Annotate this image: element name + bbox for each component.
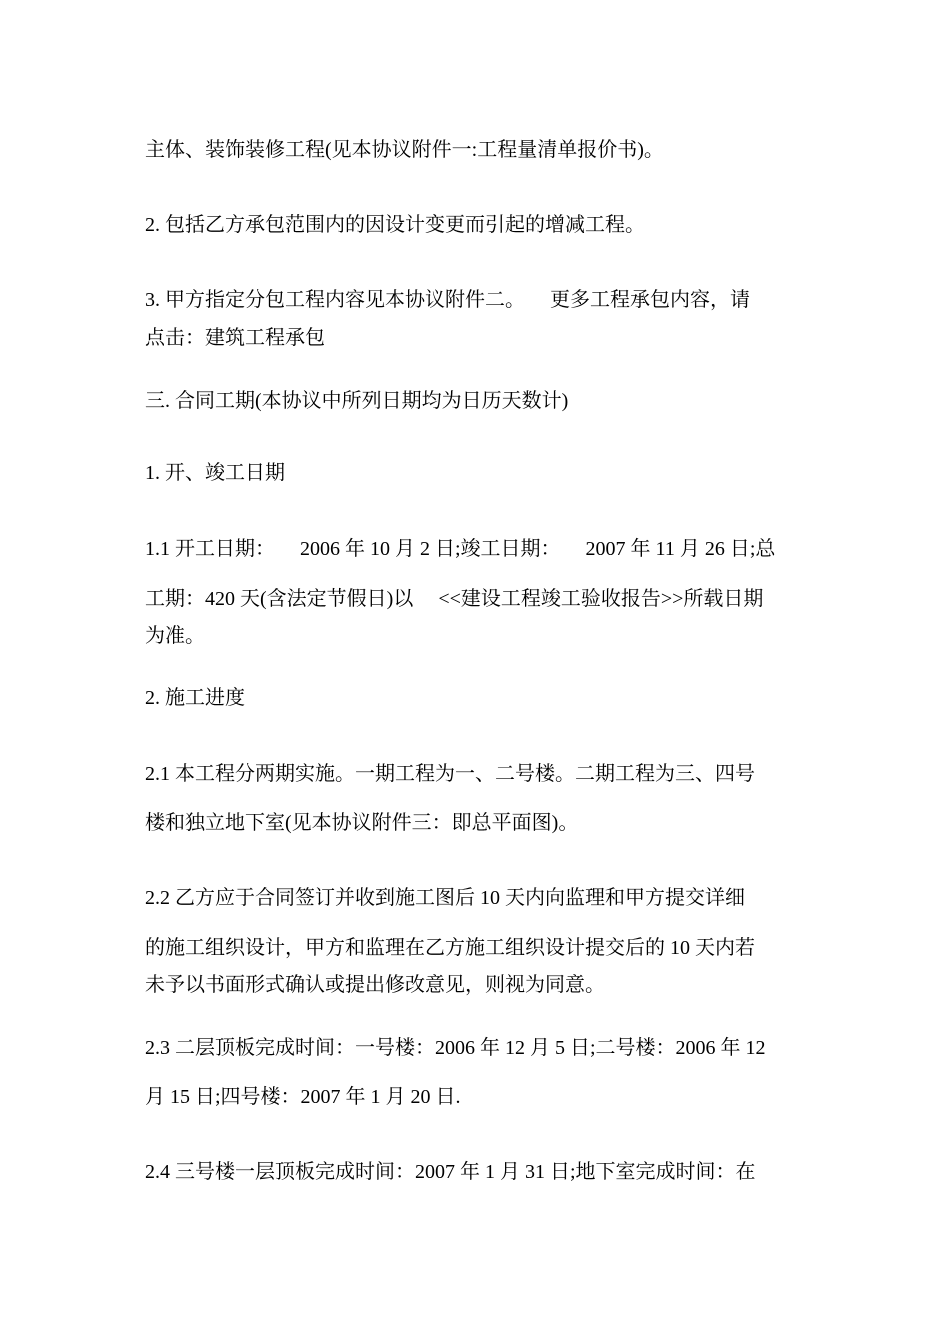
text-line: 2.2 乙方应于合同签订并收到施工图后 10 天内向监理和甲方提交详细 <box>145 887 745 909</box>
text-line: 工期：420 天(含法定节假日)以 <<建设工程竣工验收报告>>所载日期 <box>145 588 764 610</box>
text-line: 2.3 二层顶板完成时间：一号楼：2006 年 12 月 5 日;二号楼：2006 年 12 <box>145 1037 766 1059</box>
text-line: 的施工组织设计，甲方和监理在乙方施工组织设计提交后的 10 天内若 <box>145 937 755 959</box>
text-line: 未予以书面形式确认或提出修改意见，则视为同意。 <box>145 974 605 996</box>
subsection-heading: 1. 开、竣工日期 <box>145 462 285 484</box>
subsection-heading: 2. 施工进度 <box>145 687 245 709</box>
text-line: 2.4 三号楼一层顶板完成时间：2007 年 1 月 31 日;地下室完成时间：在 <box>145 1161 756 1183</box>
text-line: 为准。 <box>145 625 205 647</box>
text-line: 月 15 日;四号楼：2007 年 1 月 20 日. <box>145 1086 461 1108</box>
text-line: 楼和独立地下室(见本协议附件三：即总平面图)。 <box>145 812 579 834</box>
text-line: 3. 甲方指定分包工程内容见本协议附件二。 更多工程承包内容，请 <box>145 289 750 311</box>
text-line: 点击：建筑工程承包 <box>145 327 325 349</box>
text-line: 2. 包括乙方承包范围内的因设计变更而引起的增减工程。 <box>145 214 645 236</box>
section-heading: 三. 合同工期(本协议中所列日期均为日历天数计) <box>145 390 569 412</box>
text-line: 1.1 开工日期： 2006 年 10 月 2 日;竣工日期： 2007 年 11 月 26 日;总 <box>145 538 776 560</box>
text-line: 2.1 本工程分两期实施。一期工程为一、二号楼。二期工程为三、四号 <box>145 763 755 785</box>
text-line: 主体、装饰装修工程(见本协议附件一:工程量清单报价书)。 <box>145 139 664 161</box>
